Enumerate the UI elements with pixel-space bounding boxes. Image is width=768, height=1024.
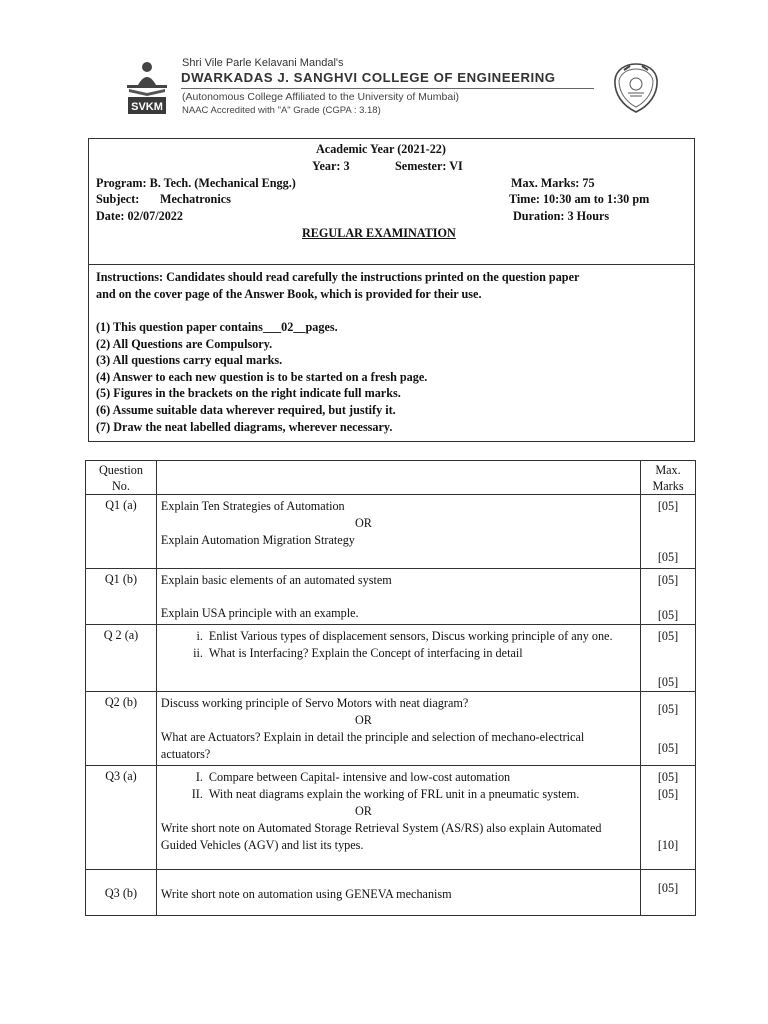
instruction-item: (3) All questions carry equal marks. [96,353,283,367]
question-marks: [05] [05] [641,625,696,692]
duration: Duration: 3 Hours [513,209,610,223]
instruction-item: (6) Assume suitable data wherever required, but justify it. [96,403,396,417]
question-text: i. Enlist Various types of displacement sensors, Discus working principle of any one. ii. What is Interfacing? Explain the Concept of interfacing in detail [156,625,640,692]
exam-type: REGULAR EXAMINATION [302,226,456,240]
question-number: Q2 (b) [86,692,157,766]
instruction-item: (5) Figures in the brackets on the right indicate full marks. [96,386,401,400]
question-marks: [05] [05] [641,495,696,569]
instruction-item: (7) Draw the neat labelled diagrams, wherever necessary. [96,420,393,434]
question-number: Q1 (a) [86,495,157,569]
program: Program: B. Tech. (Mechanical Engg.) [96,176,296,190]
college-logo [124,61,170,115]
question-text: Explain Ten Strategies of Automation OR Explain Automation Migration Strategy [156,495,640,569]
question-marks: [05] [05] [10] [641,766,696,870]
naac-accreditation: NAAC Accredited with "A" Grade (CGPA : 3.18) [182,105,381,116]
question-number: Q3 (b) [86,870,157,916]
instruction-item: (4) Answer to each new question is to be started on a fresh page. [96,370,428,384]
semester: Semester: VI [395,159,463,173]
info-divider [88,264,695,265]
subject: Mechatronics [160,192,231,206]
instructions-line-1: Instructions: Candidates should read carefully the instructions printed on the question paper [96,270,580,284]
instruction-item: (1) This question paper contains___02__pages. [96,320,338,334]
question-number: Q3 (a) [86,766,157,870]
table-header-row [86,461,696,495]
question-number: Q1 (b) [86,569,157,625]
table-row [86,625,696,692]
affiliation: (Autonomous College Affiliated to the University of Mumbai) [182,91,460,103]
question-marks: [05] [05] [641,692,696,766]
mandal-name: Shri Vile Parle Kelavani Mandal's [182,57,344,69]
academic-year: Academic Year (2021-22) [316,142,446,156]
college-name: DWARKADAS J. SANGHVI COLLEGE OF ENGINEERING [181,70,556,85]
marks-header: Max. Marks [641,461,696,495]
table-row [86,495,696,569]
table-row [86,766,696,870]
year: Year: 3 [312,159,350,173]
question-text: Explain basic elements of an automated system Explain USA principle with an example. [156,569,640,625]
question-text: Discuss working principle of Servo Motors with neat diagram? OR What are Actuators? Explain in detail the principle and selection of mechano-electrical actuators? [156,692,640,766]
exam-date: Date: 02/07/2022 [96,209,183,223]
question-marks: [05] [641,870,696,916]
instruction-item: (2) All Questions are Compulsory. [96,337,273,351]
college-seal-icon [611,62,661,114]
subject-label: Subject: [96,192,140,206]
question-no-header: Question No. [86,461,157,495]
question-number: Q 2 (a) [86,625,157,692]
exam-time: Time: 10:30 am to 1:30 pm [509,192,650,206]
instructions-line-2: and on the cover page of the Answer Book, which is provided for their use. [96,287,482,301]
question-text: I. Compare between Capital- intensive and low-cost automation II. With neat diagrams explain the working of FRL unit in a pneumatic system. OR Write short note on Automated Storage Retrieval System (AS/RS) also explain Automated Guided Vehicles (AGV) and list its types. [156,766,640,870]
table-row [86,692,696,766]
logo-text: SVKM [131,101,163,113]
max-marks: Max. Marks: 75 [511,176,595,190]
question-marks: [05] [05] [641,569,696,625]
question-table [85,460,696,916]
table-row [86,870,696,916]
header-divider [181,88,594,89]
question-header [156,461,640,495]
question-text: Write short note on automation using GENEVA mechanism [156,870,640,916]
table-row [86,569,696,625]
